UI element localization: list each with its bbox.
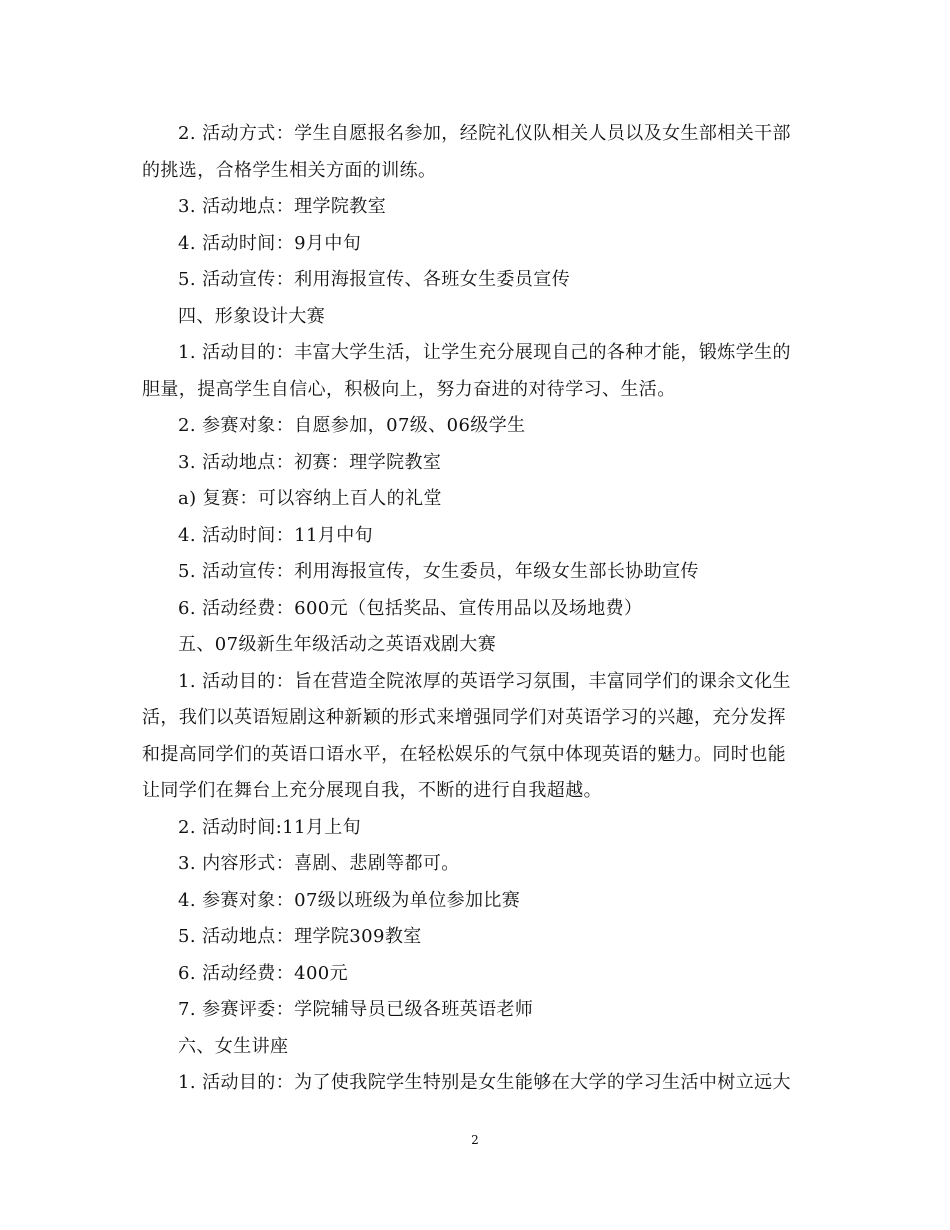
paragraph-line: 2. 活动时间:11月上旬 (178, 816, 362, 838)
section-heading: 五、07级新生年级活动之英语戏剧大赛 (178, 634, 497, 655)
paragraph-line: 7. 参赛评委：学院辅导员已级各班英语老师 (178, 999, 534, 1020)
paragraph-line: 3. 活动地点：理学院教室 (178, 196, 387, 217)
paragraph-line: a) 复赛：可以容纳上百人的礼堂 (178, 488, 442, 509)
paragraph-line: 6. 活动经费：400元 (178, 962, 349, 984)
paragraph-line: 5. 活动宣传：利用海报宣传，女生委员，年级女生部长协助宣传 (178, 561, 699, 582)
paragraph-line: 6. 活动经费：600元（包括奖品、宣传用品以及场地费） (178, 597, 643, 619)
section-heading: 六、女生讲座 (178, 1035, 289, 1057)
section-heading: 四、形象设计大赛 (178, 305, 326, 327)
document-body (142, 116, 806, 1102)
paragraph-line: 1. 活动目的：为了使我院学生特别是女生能够在大学的学习生活中树立远大 (178, 1072, 791, 1093)
paragraph-line: 3. 内容形式：喜剧、悲剧等都可。 (178, 853, 460, 874)
paragraph-line: 4. 活动时间：9月中旬 (178, 232, 362, 254)
paragraph-line: 胆量，提高学生自信心，积极向上，努力奋进的对待学习、生活。 (142, 378, 676, 400)
paragraph-line: 4. 参赛对象：07级以班级为单位参加比赛 (178, 889, 521, 911)
paragraph-line: 4. 活动时间：11月中旬 (178, 524, 373, 546)
paragraph-line: 让同学们在舞台上充分展现自我，不断的进行自我超越。 (142, 780, 602, 801)
paragraph-line: 1. 活动目的：旨在营造全院浓厚的英语学习氛围，丰富同学们的课余文化生 (178, 670, 791, 692)
page-number: 2 (471, 1133, 479, 1147)
paragraph-line: 2. 活动方式：学生自愿报名参加，经院礼仪队相关人员以及女生部相关干部 (178, 123, 791, 144)
paragraph-line: 的挑选，合格学生相关方面的训练。 (142, 159, 437, 181)
paragraph-line: 活，我们以英语短剧这种新颖的形式来增强同学们对英语学习的兴趣，充分发挥 (142, 707, 786, 728)
paragraph-line: 3. 活动地点：初赛：理学院教室 (178, 451, 442, 473)
paragraph-line: 5. 活动宣传：利用海报宣传、各班女生委员宣传 (178, 269, 571, 290)
paragraph-line: 和提高同学们的英语口语水平，在轻松娱乐的气氛中体现英语的魅力。同时也能 (142, 743, 786, 765)
paragraph-line: 2. 参赛对象：自愿参加，07级、06级学生 (178, 415, 526, 436)
paragraph-line: 1. 活动目的：丰富大学生活，让学生充分展现自己的各种才能，锻炼学生的 (178, 342, 791, 363)
paragraph-line: 5. 活动地点：理学院309教室 (178, 926, 422, 947)
